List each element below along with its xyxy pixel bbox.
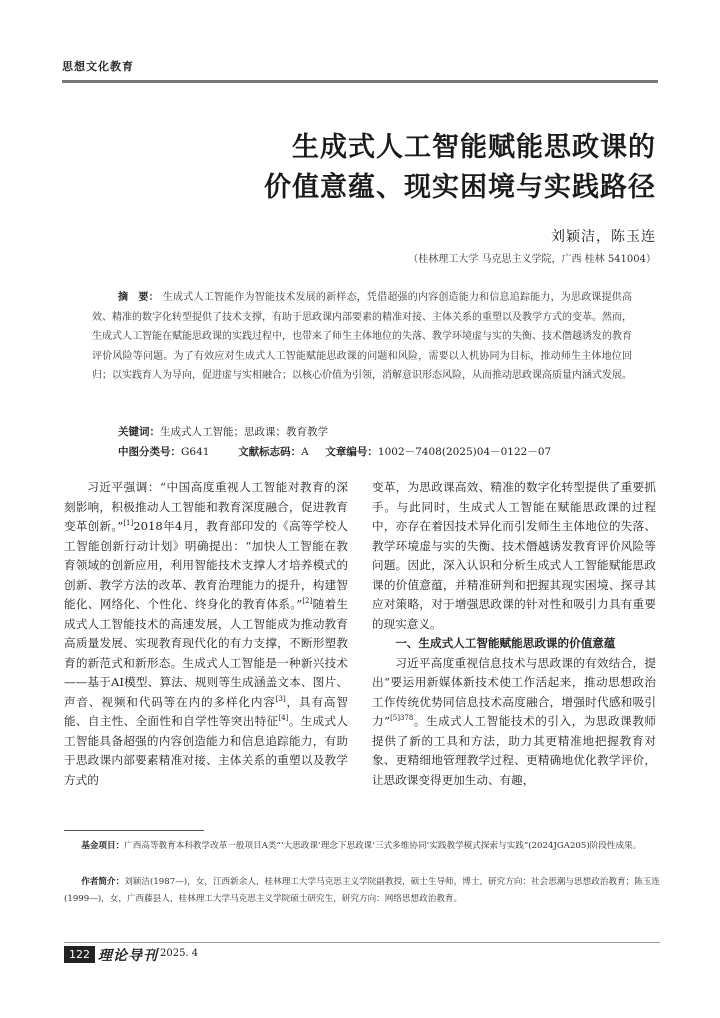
funding-label: 基金项目： bbox=[81, 841, 125, 851]
header-rule bbox=[62, 80, 658, 83]
page-number: 122 bbox=[64, 946, 95, 963]
doc-code-label: 文献标志码： bbox=[238, 446, 302, 458]
abstract bbox=[92, 288, 632, 386]
keywords bbox=[118, 424, 328, 439]
citation[interactable]: [2] bbox=[302, 597, 313, 606]
affiliation: （桂林理工大学 马克思主义学院，广西 桂林 541004） bbox=[408, 254, 656, 265]
keywords-text: 生成式人工智能；思政课；教育教学 bbox=[160, 426, 328, 438]
section-heading: 一、生成式人工智能赋能思政课的价值意蕴 bbox=[395, 636, 616, 650]
citation[interactable]: [1] bbox=[123, 519, 134, 528]
citation[interactable]: [3] bbox=[275, 694, 286, 703]
funding-footnote bbox=[64, 838, 660, 855]
body-paragraph: 习近平强调：“中国高度重视人工智能对教育的深刻影响，积极推动人工智能和教育深度融合，促进教育变革创新。”[1]2018年4月，教育部印发的《高等学校人工智能创新行动计划》明确提出：“加快人工智能在教育领域的创新应用，利用智能技术支撑人才培养模式的创新、教学方法的改革、教育治理能力的提升，构建智能化、网络化、个性化、终身化的教育体系。”[2]随着生成式人工智能技术的高速发展，人工智能成为推动教育高质量发展、实现教育现代化的有力支撑，不断形塑教育的新范式和新形态。生成式人工智能是一种新兴技术——基于AI模型、算法、规则等生成涵盖文本、图片、声音、视频和代码等在内的多样化内容[3]，具有高智能、自主性、全面性和自学性等突出特征[4]。生成式人工智能具备超强的内容创造能力和信息追踪能力，有助于思政课内部要素精准对接、主体关系的重塑以及教学方式的 bbox=[64, 480, 348, 787]
citation[interactable]: [5]378 bbox=[390, 714, 414, 723]
citation[interactable]: [4] bbox=[278, 714, 289, 723]
clc-value: G641 bbox=[181, 446, 210, 458]
footnote-rule bbox=[64, 830, 204, 831]
journal-name: 理论导刊 bbox=[98, 948, 158, 964]
abstract-label: 摘 要： bbox=[118, 292, 159, 303]
page-footer bbox=[64, 942, 660, 973]
body-column-left bbox=[64, 478, 348, 790]
issue-number: 2025. 4 bbox=[160, 948, 199, 959]
body-column-right bbox=[372, 478, 656, 790]
running-head: 思想文化教育 bbox=[62, 60, 134, 73]
body-paragraph: 习近平高度重视信息技术与思政课的有效结合，提出“要运用新媒体新技术使工作活起来，推动思想政治工作传统优势同信息技术高度融合，增强时代感和吸引力”$^{[5]378}$。生成式人工智能技术的引入，为思政课教师提供了新的工具和方法，助力其更精准地把握教育对象、更精细地管理教学过程、更精确地优化教学评价，让思政课变得更加生动、有趣， bbox=[372, 655, 656, 787]
title-line-2: 价值意蕴、现实困境与实践路径 bbox=[264, 172, 656, 203]
article-number-label: 文章编号： bbox=[325, 446, 378, 458]
article-number-value: 1002－7408(2025)04－0122－07 bbox=[377, 446, 552, 458]
title-line-1: 生成式人工智能赋能思政课的 bbox=[292, 132, 656, 163]
body-paragraph: 变革，为思政课高效、精准的数字化转型提供了重要抓手。与此同时，生成式人工智能在赋能思政课的过程中，亦存在着因技术异化而引发师生主体地位的失落、教学环境虚与实的失衡、技术僭越诱发教育评价风险等问题。因此，深入认识和分析生成式人工智能赋能思政课的价值意蕴，并精准研判和把握其现实困境、探寻其应对策略，对于增强思政课的针对性和吸引力具有重要的现实意义。 bbox=[372, 480, 656, 631]
classification bbox=[118, 444, 551, 459]
clc-label: 中图分类号： bbox=[118, 446, 181, 458]
author-footnote bbox=[64, 874, 660, 907]
author-bio-label: 作者简介： bbox=[81, 877, 125, 887]
abstract-text: 生成式人工智能作为智能技术发展的新样态，凭借超强的内容创造能力和信息追踪能力，为思政课提供高效、精准的数字化转型提供了技术支撑，有助于思政课内部要素的精准对接、主体关系的重塑以及教学方式的变革。然而，生成式人工智能在赋能思政课的实践过程中，也带来了师生主体地位的失落、教学环境虚与实的失衡、技术僭越诱发的教育评价风险等问题。为了有效应对生成式人工智能赋能思政课的问题和风险，需要以人机协同为目标，推动师生主体地位回归；以实践育人为导向，促进虚与实相融合；以核心价值为引领，消解意识形态风险，从而推动思政课高质量内涵式发展。 bbox=[92, 292, 633, 381]
doc-code-value: A bbox=[301, 446, 309, 458]
funding-text: 广西高等教育本科教学改革一般项目A类“‘大思政课’理念下思政课‘三式多维协同’实践教学模式探索与实践”(2024JGA205)阶段性成果。 bbox=[124, 841, 642, 851]
article-title bbox=[96, 128, 656, 208]
keywords-label: 关键词： bbox=[118, 426, 160, 438]
author-bio-text: 刘颖洁(1987—)，女，江西新余人，桂林理工大学马克思主义学院副教授，硕士生导师，博士，研究方向：社会思潮与思想政治教育；陈玉连(1999—)，女，广西藤县人，桂林理工大学马克思主义学院硕士研究生，研究方向：网络思想政治教育。 bbox=[64, 877, 660, 904]
authors: 刘颖洁，陈玉连 bbox=[551, 229, 656, 245]
